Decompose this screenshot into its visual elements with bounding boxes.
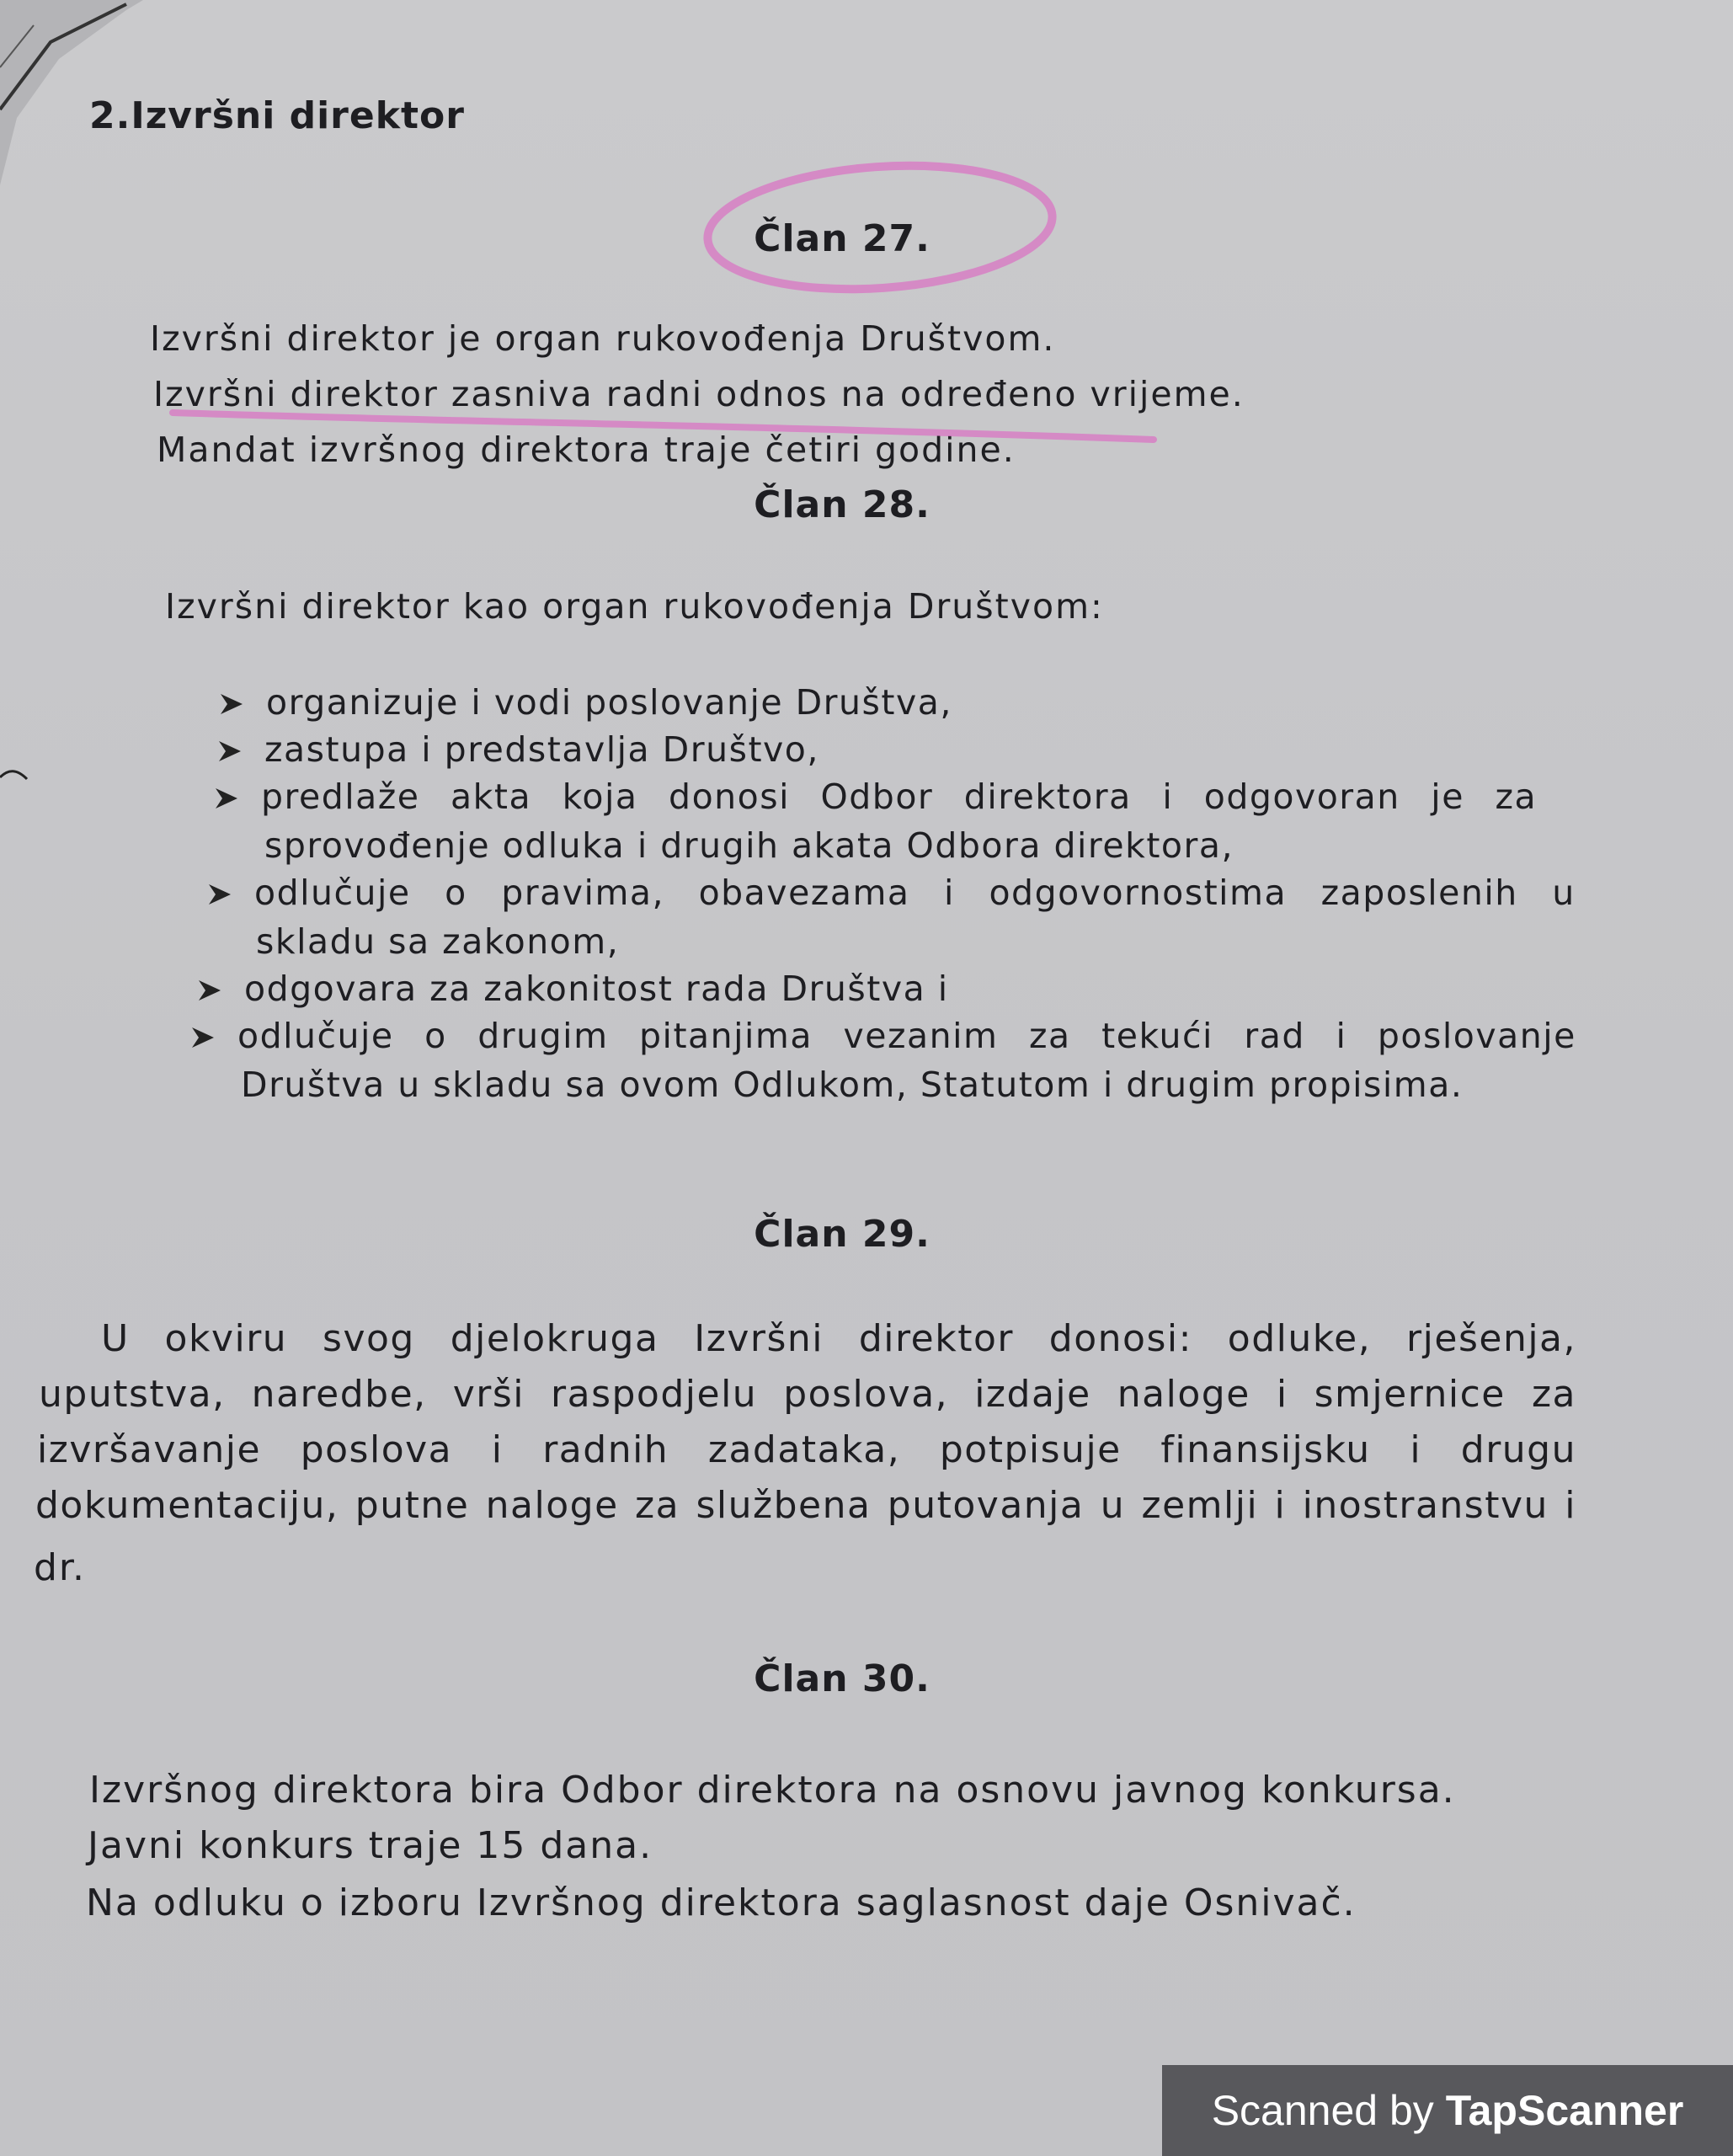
list-item: zastupa i predstavlja Društvo, xyxy=(219,729,819,770)
article-28-intro: Izvršni direktor kao organ rukovođenja Društvom: xyxy=(165,586,1104,627)
article-27-line-3: Mandat izvršnog direktora traje četiri godine. xyxy=(157,430,1016,470)
article-27-heading: Član 27. xyxy=(754,217,930,260)
article-29-line-5: dr. xyxy=(34,1546,86,1589)
article-29-line-2: uputstva, naredbe, vrši raspodjelu poslova, izdaje naloge i smjernice za xyxy=(39,1373,1576,1416)
list-item: odlučuje o pravima, obavezama i odgovornostima zaposlenih u skladu sa zakonom, xyxy=(209,873,1576,962)
list-item: predlaže akta koja donosi Odbor direktora i odgovoran je za sprovođenje odluka i drugih akata Odbora direktora, xyxy=(216,776,1519,866)
article-29-heading: Član 29. xyxy=(754,1213,930,1256)
margin-mark xyxy=(0,762,34,787)
article-27-line-2: Izvršni direktor zasniva radni odnos na određeno vrijeme. xyxy=(153,374,1245,414)
article-30-heading: Član 30. xyxy=(754,1657,930,1700)
tapscanner-watermark: Scanned by TapScanner xyxy=(1162,2065,1733,2156)
arrow-bullet-icon xyxy=(219,739,241,763)
article-29-line-1: U okviru svog djelokruga Izvršni direktor donosi: odluke, rješenja, xyxy=(101,1317,1576,1360)
article-30-line-2: Javni konkurs traje 15 dana. xyxy=(88,1824,653,1867)
list-item: odlučuje o drugim pitanjima vezanim za tekući rad i poslovanje Društva u skladu sa ovom Odlukom, Statutom i drugim propisima. xyxy=(192,1016,1576,1105)
article-28-heading: Član 28. xyxy=(754,483,930,526)
article-29-line-3: izvršavanje poslova i radnih zadataka, potpisuje finansijsku i drugu xyxy=(37,1428,1576,1471)
arrow-bullet-icon xyxy=(192,1026,214,1049)
list-item: odgovara za zakonitost rada Društva i xyxy=(199,969,949,1009)
arrow-bullet-icon xyxy=(216,787,237,810)
article-30-line-1: Izvršnog direktora bira Odbor direktora na osnovu javnog konkursa. xyxy=(89,1769,1456,1812)
arrow-bullet-icon xyxy=(221,692,243,716)
article-29-line-4: dokumentaciju, putne naloge za službena putovanja u zemlji i inostranstvu i xyxy=(35,1484,1576,1527)
list-item: organizuje i vodi poslovanje Društva, xyxy=(221,682,952,723)
article-27-line-1: Izvršni direktor je organ rukovođenja Društvom. xyxy=(150,318,1056,359)
arrow-bullet-icon xyxy=(199,979,221,1002)
section-heading: 2.Izvršni direktor xyxy=(89,94,465,137)
arrow-bullet-icon xyxy=(209,883,231,906)
article-30-line-3: Na odluku o izboru Izvršnog direktora saglasnost daje Osnivač. xyxy=(86,1881,1357,1924)
